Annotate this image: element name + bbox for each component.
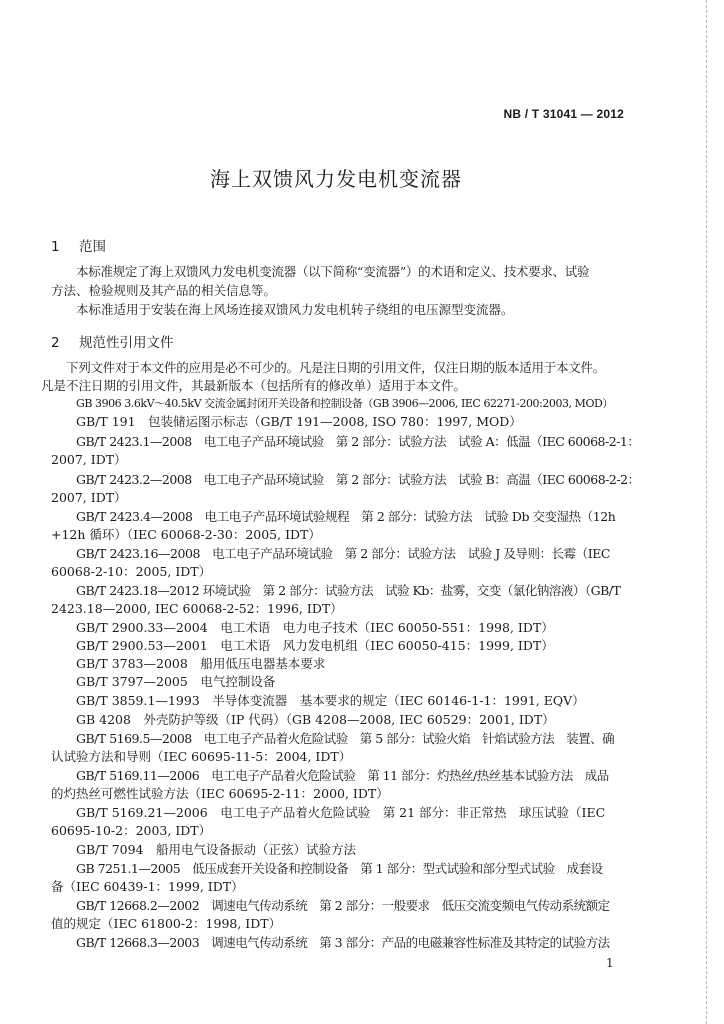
section-number: 2 [51, 335, 60, 351]
reference-entry-continued: +12h 循环）（IEC 60068-2-30：2005, IDT） [51, 527, 321, 542]
reference-entry: GB/T 3859.1—1993 半导体变流器 基本要求的规定（IEC 60146-1-1：1991, EQV） [76, 693, 585, 708]
document-title: 海上双馈风力发电机变流器 [210, 167, 462, 191]
paragraph-line: 方法、检验规则及其产品的相关信息等。 [51, 283, 277, 298]
reference-entry: GB/T 2900.53—2001 电工术语 风力发电机组（IEC 60050-415：1999, IDT） [76, 638, 554, 653]
reference-entry: GB/T 3797—2005 电气控制设备 [76, 674, 276, 689]
standard-code: NB / T 31041 — 2012 [503, 107, 624, 121]
reference-entry-continued: 备（IEC 60439-1：1999, IDT） [51, 879, 244, 894]
section-2-heading [51, 331, 174, 351]
reference-entry: GB/T 5169.11—2006 电工电子产品着火危险试验 第 11 部分：灼热丝/热丝基本试验方法 成品 [76, 768, 609, 783]
reference-entry: GB 3906 3.6kV～40.5kV 交流金属封闭开关设备和控制设备（GB 3906—2006, IEC 62271-200:2003, MOD） [76, 397, 613, 410]
reference-entry-continued: 的灼热丝可燃性试验方法（IEC 60695-2-11：2000, IDT） [51, 786, 389, 801]
reference-entry-continued: 值的规定（IEC 61800-2：1998, IDT） [51, 916, 282, 931]
reference-entry: GB 4208 外壳防护等级（IP 代码）（GB 4208—2008, IEC 60529：2001, IDT） [76, 712, 555, 727]
paragraph-line: 本标准适用于安装在海上风场连接双馈风力发电机转子绕组的电压源型变流器。 [76, 302, 514, 317]
scan-edge-line [706, 0, 707, 1024]
reference-entry-continued: 认试验方法和导则（IEC 60695-11-5：2004, IDT） [51, 749, 352, 764]
reference-entry: GB/T 2423.16—2008 电工电子产品环境试验 第 2 部分：试验方法 试验 J 及导则：长霉（IEC [76, 546, 610, 561]
section-title: 规范性引用文件 [79, 335, 174, 351]
reference-entry: GB/T 2423.4—2008 电工电子产品环境试验规程 第 2 部分：试验方法 试验 Db 交变湿热（12h [76, 509, 616, 524]
reference-entry-continued: 60695-10-2：2003, IDT） [51, 823, 212, 838]
section-number: 1 [51, 239, 60, 255]
reference-entry: GB/T 2423.1—2008 电工电子产品环境试验 第 2 部分：试验方法 试验 A：低温（IEC 60068-2-1： [76, 434, 640, 449]
reference-entry: GB/T 2423.2—2008 电工电子产品环境试验 第 2 部分：试验方法 试验 B：高温（IEC 60068-2-2： [76, 472, 640, 487]
reference-entry-continued: 60068-2-10：2005, IDT） [51, 564, 212, 579]
reference-entry: GB/T 191 包装储运图示标志（GB/T 191—2008, ISO 780：1997, MOD） [76, 414, 522, 429]
paragraph-line: 本标准规定了海上双馈风力发电机变流器（以下简称“变流器”）的术语和定义、技术要求、试验 [76, 264, 590, 279]
reference-entry: GB 7251.1—2005 低压成套开关设备和控制设备 第 1 部分：型式试验和部分型式试验 成套设 [76, 861, 603, 876]
reference-entry: GB/T 2900.33—2004 电工术语 电力电子技术（IEC 60050-551：1998, IDT） [76, 620, 554, 635]
reference-entry: GB/T 7094 船用电气设备振动（正弦）试验方法 [76, 842, 357, 857]
page-number: 1 [606, 956, 614, 970]
section-1-heading [51, 235, 106, 255]
paragraph-line: 下列文件对于本文件的应用是必不可少的。凡是注日期的引用文件，仅注日期的版本适用于本文件。 [66, 360, 606, 375]
reference-entry: GB/T 12668.2—2002 调速电气传动系统 第 2 部分：一般要求 低压交流变频电气传动系统额定 [76, 898, 610, 913]
reference-entry: GB/T 12668.3—2003 调速电气传动系统 第 3 部分：产品的电磁兼容性标准及其特定的试验方法 [76, 935, 610, 950]
reference-entry: GB/T 5169.5—2008 电工电子产品着火危险试验 第 5 部分：试验火焰 针焰试验方法 装置、确 [76, 731, 615, 746]
reference-entry-continued: 2423.18—2000, IEC 60068-2-52：1996, IDT） [51, 601, 343, 616]
reference-entry: GB/T 2423.18—2012 环境试验 第 2 部分：试验方法 试验 Kb：盐雾，交变（氯化钠溶液）（GB/T [76, 583, 621, 598]
reference-entry: GB/T 5169.21—2006 电工电子产品着火危险试验 第 21 部分：非正常热 球压试验（IEC [76, 805, 606, 820]
reference-entry-continued: 2007, IDT） [51, 452, 127, 467]
section-title: 范围 [79, 239, 106, 255]
reference-entry-continued: 2007, IDT） [51, 490, 127, 505]
reference-entry: GB/T 3783—2008 船用低压电器基本要求 [76, 656, 326, 671]
paragraph-line: 凡是不注日期的引用文件，其最新版本（包括所有的修改单）适用于本文件。 [41, 378, 467, 393]
